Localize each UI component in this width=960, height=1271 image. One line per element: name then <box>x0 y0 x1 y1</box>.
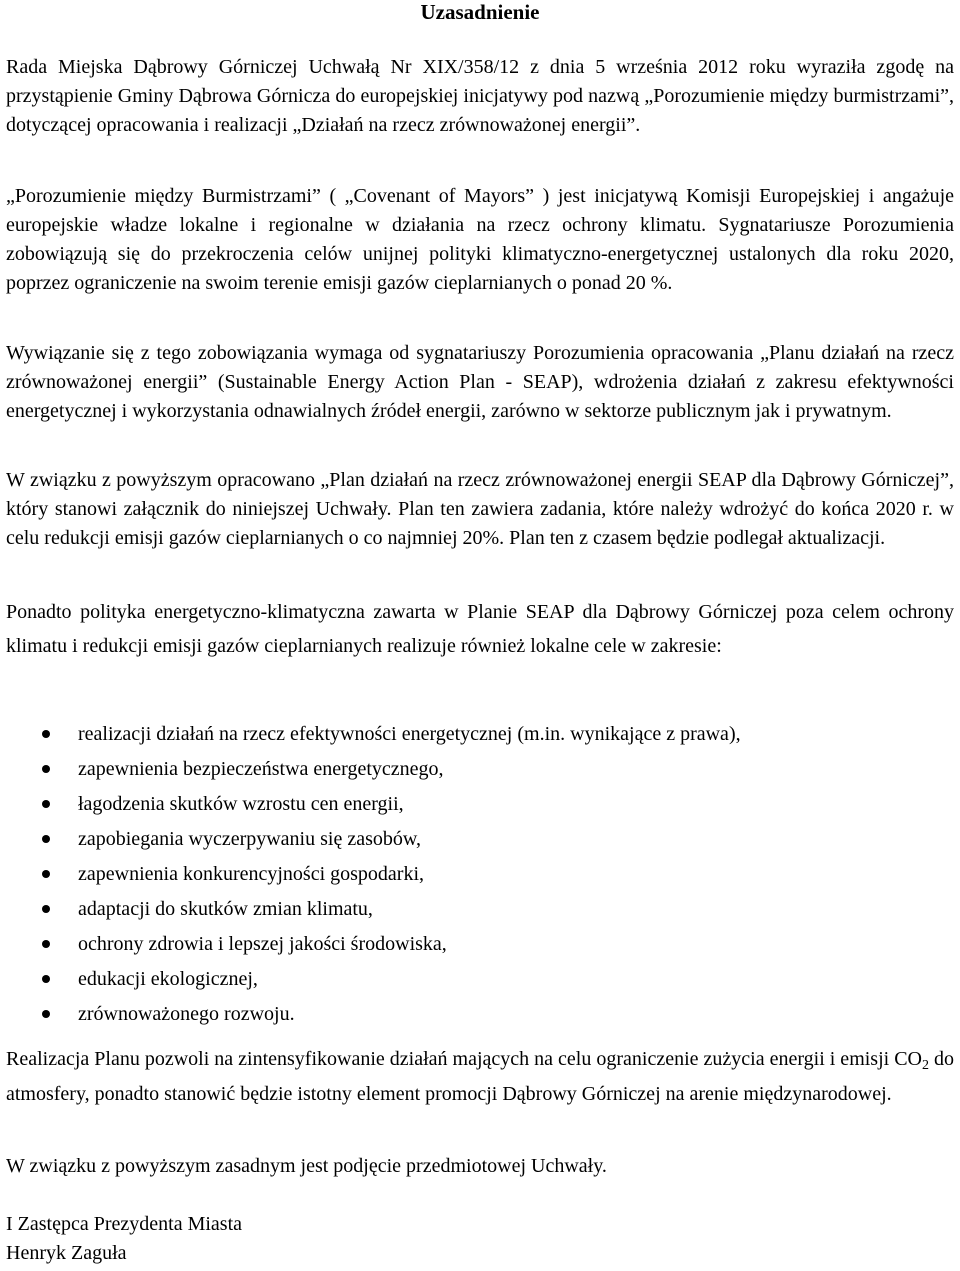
list-item-text: zapewnienia bezpieczeństwa energetycznego, <box>78 758 444 780</box>
list-item-text: zapobiegania wyczerpywaniu się zasobów, <box>78 828 422 850</box>
list-item-text: realizacji działań na rzecz efektywności energetycznej (m.in. wynikające z prawa), <box>78 723 741 745</box>
list-item <box>0 789 960 824</box>
bullet-icon <box>42 800 50 808</box>
bullet-icon <box>42 940 50 948</box>
paragraph-4: W związku z powyższym opracowano „Plan działań na rzecz zrównoważonej energii SEAP dla Dąbrowy Górniczej”, który stanowi załącznik do niniejszej Uchwały. Plan ten zawiera zadania, które należy wdrożyć do końca 2020 r. w celu redukcji emisji gazów cieplarnianych o co najmniej 20%. Plan ten z czasem będzie podlegał aktualizacji. <box>6 469 954 549</box>
list-item <box>0 859 960 894</box>
goals-list <box>0 719 960 1034</box>
paragraph-2: „Porozumienie między Burmistrzami” ( „Covenant of Mayors” ) jest inicjatywą Komisji Europejskiej i angażuje europejskie władze lokalne i regionalne w działania na rzecz ochrony klimatu. Sygnatariusze Porozumienia zobowiązują się do przekroczenia celów unijnej polityki klimatyczno-energetycznej ustalonych dla roku 2020, poprzez ograniczenie na swoim terenie emisji gazów cieplarnianych o ponad 20 %. <box>6 185 954 294</box>
signature-role: I Zastępca Prezydenta Miasta <box>6 1213 243 1235</box>
paragraph-3: Wywiązanie się z tego zobowiązania wymaga od sygnatariuszy Porozumienia opracowania „Planu działań na rzecz zrównoważonej energii” (Sustainable Energy Action Plan - SEAP), wdrożenia działań z zakresu efektywności energetycznej i wykorzystania odnawialnych źródeł energii, zarówno w sektorze publicznym jak i prywatnym. <box>6 342 954 422</box>
bullet-icon <box>42 730 50 738</box>
bullet-icon <box>42 975 50 983</box>
bullet-icon <box>42 1010 50 1018</box>
co2-subscript: 2 <box>922 1058 929 1073</box>
list-item <box>0 999 960 1034</box>
paragraph-7: W związku z powyższym zasadnym jest podjęcie przedmiotowej Uchwały. <box>6 1155 607 1177</box>
list-item <box>0 824 960 859</box>
bullet-icon <box>42 870 50 878</box>
paragraph-6-text-after: do atmosfery, ponadto stanowić będzie istotny element promocji Dąbrowy Górniczej na arenie międzynarodowej. <box>6 1048 955 1105</box>
list-item-text: adaptacji do skutków zmian klimatu, <box>78 898 373 920</box>
document-title: Uzasadnienie <box>420 0 540 24</box>
list-item <box>0 719 960 754</box>
paragraph-1: Rada Miejska Dąbrowy Górniczej Uchwałą Nr XIX/358/12 z dnia 5 września 2012 roku wyraziła zgodę na przystąpienie Gminy Dąbrowa Górnicza do europejskiej inicjatywy pod nazwą „Porozumienie między burmistrzami”, dotyczącej opracowania i realizacji „Działań na rzecz zrównoważonej energii”. <box>6 56 954 136</box>
paragraph-5: Ponadto polityka energetyczno-klimatyczna zawarta w Planie SEAP dla Dąbrowy Górniczej poza celem ochrony klimatu i redukcji emisji gazów cieplarnianych realizuje również lokalne cele w zakresie: <box>6 601 954 657</box>
list-item <box>0 894 960 929</box>
list-item <box>0 929 960 964</box>
bullet-icon <box>42 835 50 843</box>
paragraph-6 <box>6 1045 954 1109</box>
list-item-text: ochrony zdrowia i lepszej jakości środowiska, <box>78 933 447 955</box>
list-item-text: łagodzenia skutków wzrostu cen energii, <box>78 793 404 815</box>
list-item <box>0 754 960 789</box>
bullet-icon <box>42 905 50 913</box>
paragraph-6-text-before: Realizacja Planu pozwoli na zintensyfikowanie działań mających na celu ograniczenie zużycia energii i emisji CO <box>6 1048 922 1070</box>
list-item <box>0 964 960 999</box>
bullet-icon <box>42 765 50 773</box>
list-item-text: zrównoważonego rozwoju. <box>78 1003 295 1025</box>
list-item-text: zapewnienia konkurencyjności gospodarki, <box>78 863 425 885</box>
signature-name: Henryk Zaguła <box>6 1242 127 1264</box>
list-item-text: edukacji ekologicznej, <box>78 968 258 990</box>
